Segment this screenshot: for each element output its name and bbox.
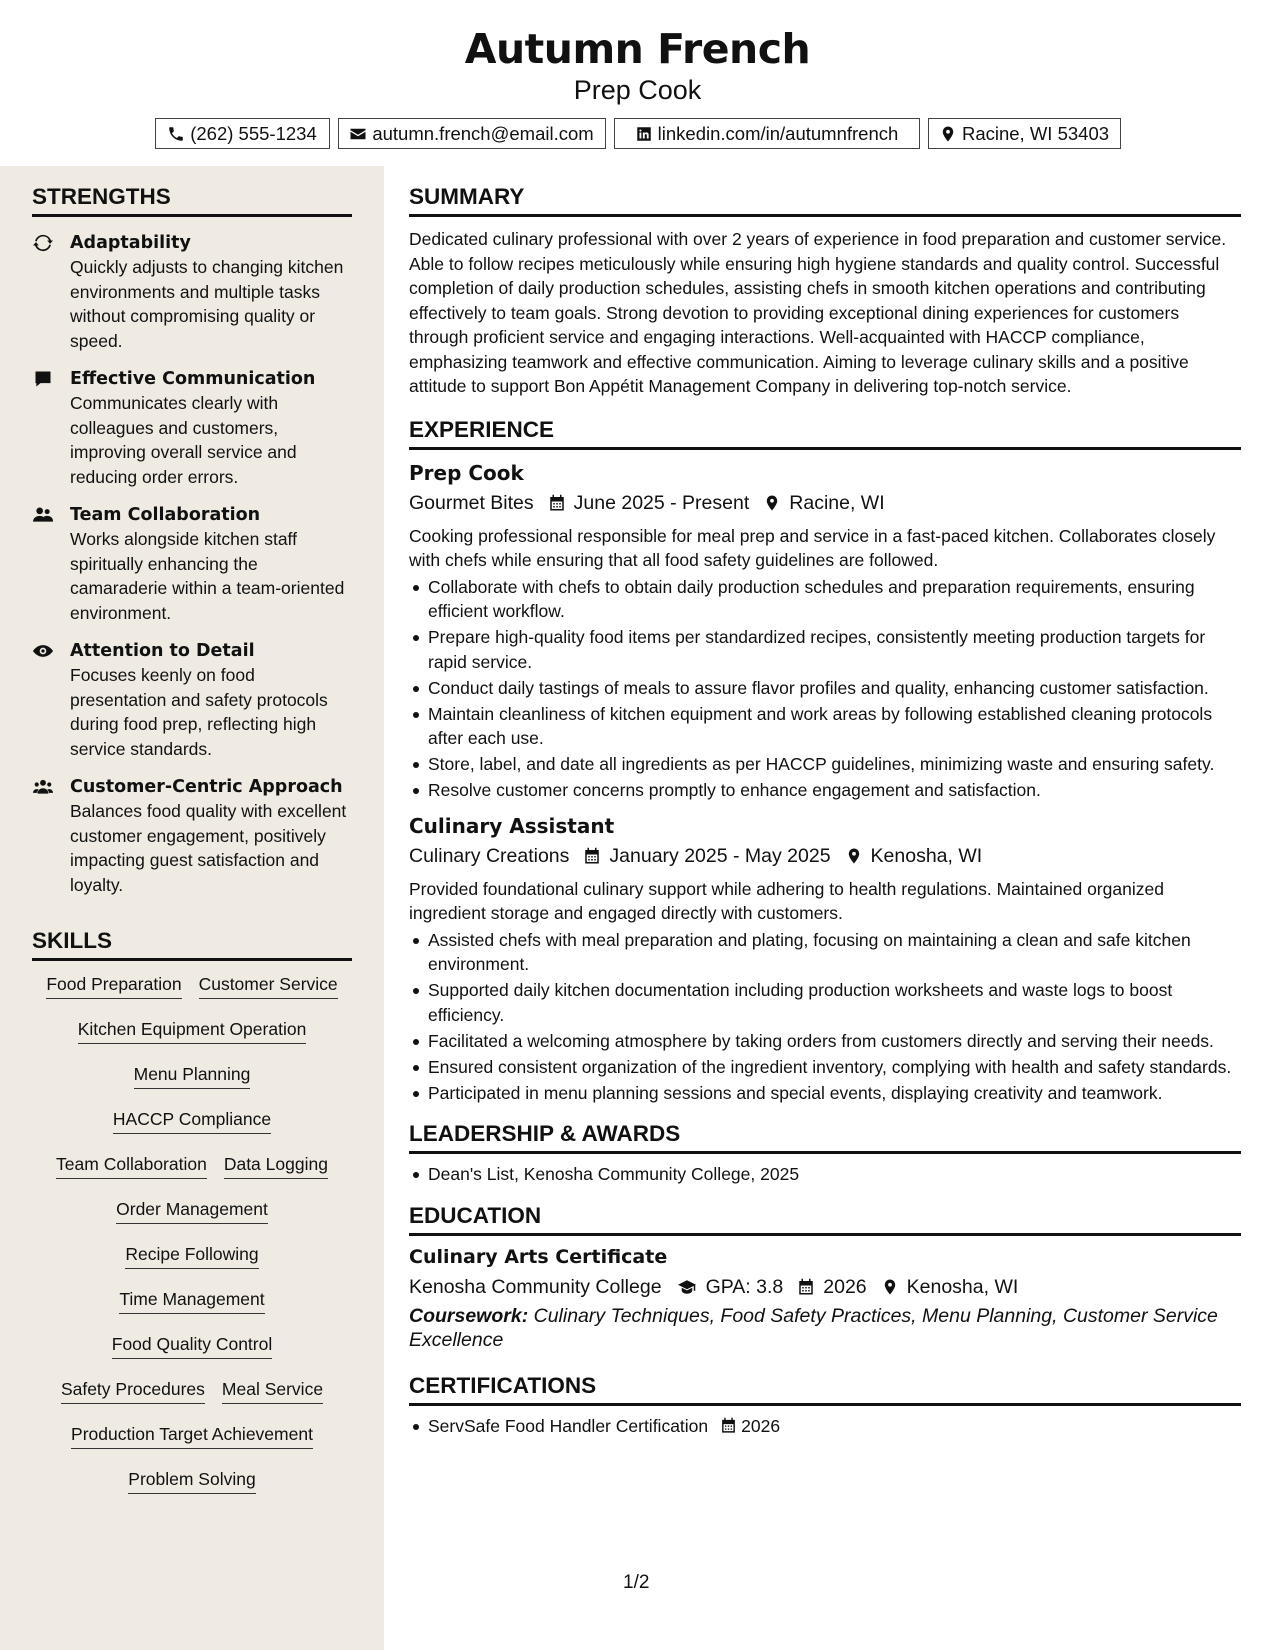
list-item: Store, label, and date all ingredients as per HACCP guidelines, minimizing waste and ensuring safety. [409, 752, 1241, 777]
list-item: Dean's List, Kenosha Community College, 2025 [409, 1162, 1241, 1187]
summary-title: SUMMARY [409, 184, 1241, 217]
job-entry [409, 460, 1241, 803]
contact-location-text: Racine, WI 53403 [961, 122, 1110, 144]
strength-desc: Communicates clearly with colleagues and customers, improving overall service and reducing order errors. [70, 393, 297, 487]
strength-item [32, 639, 352, 761]
job-bullets [409, 928, 1241, 1106]
map-pin-icon [939, 125, 957, 143]
speech-bubble-icon [32, 369, 54, 389]
strength-title: Effective Communication [70, 369, 316, 389]
strength-item [32, 775, 352, 897]
map-pin-icon [881, 1278, 899, 1296]
list-item: Ensured consistent organization of the ingredient inventory, complying with health and safety standards. [409, 1055, 1241, 1080]
map-pin-icon [845, 847, 863, 865]
strength-desc: Quickly adjusts to changing kitchen environments and multiple tasks without compromising quality or speed. [70, 257, 344, 351]
skills-list [32, 973, 352, 1513]
skill-tag: Data Logging [224, 1153, 328, 1179]
strengths-title: STRENGTHS [32, 184, 352, 217]
job-company: Gourmet Bites [409, 491, 534, 514]
skill-tag: Kitchen Equipment Operation [78, 1018, 307, 1044]
summary-text: Dedicated culinary professional with over 2 years of experience in food preparation and customer service. Able to follow recipes meticulously while ensuring high hygiene standards and quality control. Successful completion of daily production schedules, assisting chefs in smooth kitchen operations and contributing effectively to team goals. Strong devotion to providing exceptional dining experiences for customers through proficient service and engaging interactions. Well-acquainted with HACCP compliance, emphasizing teamwork and effective communication. Aiming to leverage culinary skills and a positive attitude to support Bon Appétit Management Company in delivering top-notch service. [409, 229, 1227, 396]
phone-icon [167, 125, 185, 143]
certifications-list [409, 1414, 1241, 1439]
skill-tag: Meal Service [222, 1378, 323, 1404]
skill-tag: Food Quality Control [112, 1333, 273, 1359]
skill-tag: Food Preparation [46, 973, 181, 999]
job-desc: Cooking professional responsible for meal prep and service in a fast-paced kitchen. Collaborates closely with chefs while ensuring that all food safety guidelines are followed. [409, 525, 1216, 570]
skill-row [32, 1288, 352, 1333]
refresh-icon [32, 233, 54, 253]
skill-row [32, 1423, 352, 1468]
certification-name: ServSafe Food Handler Certification [428, 1415, 709, 1436]
coursework-text: Culinary Techniques, Food Safety Practices, Menu Planning, Customer Service Excellence [409, 1304, 1218, 1351]
list-item: Supported daily kitchen documentation including production worksheets and waste logs to boost efficiency. [409, 978, 1241, 1027]
awards-title: LEADERSHIP & AWARDS [409, 1121, 1241, 1154]
job-bullets [409, 575, 1241, 803]
skill-tag: HACCP Compliance [113, 1108, 271, 1134]
list-item: Assisted chefs with meal preparation and plating, focusing on maintaining a clean and safe kitchen environment. [409, 928, 1241, 977]
job-desc: Provided foundational culinary support while adhering to health regulations. Maintained organized ingredient storage and engaged directly with customers. [409, 878, 1164, 923]
awards-list [409, 1162, 1241, 1187]
education-meta [409, 1274, 1241, 1300]
job-location: Kenosha, WI [870, 844, 983, 867]
map-pin-icon [763, 494, 781, 512]
skill-tag: Team Collaboration [56, 1153, 207, 1179]
calendar-icon [548, 494, 566, 512]
skill-tag: Time Management [119, 1288, 264, 1314]
education-degree: Culinary Arts Certificate [409, 1245, 668, 1268]
list-item [409, 1414, 1241, 1439]
list-item: Conduct daily tastings of meals to assure flavor profiles and quality, enhancing customer satisfaction. [409, 676, 1241, 701]
calendar-icon [797, 1278, 815, 1296]
job-title: Culinary Assistant [409, 813, 615, 838]
main-content [409, 166, 1241, 1440]
skill-row [32, 1153, 352, 1198]
education-school: Kenosha Community College [409, 1275, 662, 1298]
certifications-title: CERTIFICATIONS [409, 1373, 1241, 1406]
education-gpa: GPA: 3.8 [705, 1275, 784, 1298]
job-meta [409, 490, 1241, 516]
job-company: Culinary Creations [409, 844, 570, 867]
calendar-icon [583, 847, 601, 865]
contact-email-text[interactable]: autumn.french@email.com [372, 122, 594, 144]
skill-tag: Production Target Achievement [71, 1423, 313, 1449]
contact-phone [155, 118, 330, 149]
skill-row [32, 1018, 352, 1063]
job-location: Racine, WI [789, 491, 885, 514]
envelope-icon [349, 125, 367, 143]
contact-linkedin-text[interactable]: linkedin.com/in/autumnfrench [657, 122, 899, 144]
contact-location [928, 118, 1121, 149]
skill-tag: Recipe Following [125, 1243, 258, 1269]
skill-row [32, 1243, 352, 1288]
strength-item [32, 231, 352, 353]
education-title: EDUCATION [409, 1203, 1241, 1236]
skill-tag: Menu Planning [134, 1063, 251, 1089]
skill-row [32, 1063, 352, 1108]
skill-row [32, 1378, 352, 1423]
list-item: Maintain cleanliness of kitchen equipment and work areas by following established cleaning protocols after each use. [409, 702, 1241, 751]
coursework-label: Coursework: [409, 1304, 529, 1327]
list-item: Collaborate with chefs to obtain daily production schedules and preparation requirements, ensuring efficient workflow. [409, 575, 1241, 624]
graduation-cap-icon [676, 1278, 698, 1296]
job-meta [409, 843, 1241, 869]
strength-title: Customer-Centric Approach [70, 777, 343, 797]
strength-desc: Balances food quality with excellent customer engagement, positively impacting guest satisfaction and loyalty. [70, 801, 347, 895]
certification-year: 2026 [741, 1415, 781, 1436]
education-coursework [409, 1304, 1241, 1353]
skill-row [32, 1108, 352, 1153]
skill-tag: Safety Procedures [61, 1378, 205, 1404]
strength-desc: Focuses keenly on food presentation and safety protocols during food prep, reflecting high service standards. [70, 665, 328, 759]
skill-row [32, 1333, 352, 1378]
skills-title: SKILLS [32, 928, 352, 961]
skill-tag: Problem Solving [128, 1468, 255, 1494]
strength-title: Adaptability [70, 233, 191, 253]
strength-title: Team Collaboration [70, 505, 261, 525]
contact-bar [0, 118, 1275, 149]
strengths-section [32, 184, 352, 897]
page-number: 1/2 [623, 1572, 650, 1593]
list-item: Prepare high-quality food items per standardized recipes, consistently meeting production targets for rapid service. [409, 625, 1241, 674]
experience-title: EXPERIENCE [409, 417, 1241, 450]
contact-email[interactable] [338, 118, 606, 149]
list-item: Participated in menu planning sessions and special events, displaying creativity and teamwork. [409, 1081, 1241, 1106]
skills-section [32, 928, 352, 1513]
skill-row [32, 973, 352, 1018]
calendar-icon [720, 1417, 737, 1434]
resume-header [0, 0, 1275, 149]
job-title: Prep Cook [409, 460, 524, 485]
education-year: 2026 [823, 1275, 867, 1298]
linkedin-icon [635, 125, 653, 143]
eye-icon [32, 641, 54, 661]
skill-tag: Order Management [116, 1198, 268, 1224]
list-item: Resolve customer concerns promptly to enhance engagement and satisfaction. [409, 778, 1241, 803]
strength-desc: Works alongside kitchen staff spiritually enhancing the camaraderie within a team-oriented environment. [70, 529, 345, 623]
strength-item [32, 367, 352, 489]
job-entry [409, 813, 1241, 1106]
skill-tag: Customer Service [199, 973, 338, 999]
users-icon [32, 777, 54, 797]
education-location: Kenosha, WI [906, 1275, 1019, 1298]
contact-phone-text: (262) 555-1234 [190, 122, 317, 144]
sidebar [0, 166, 384, 1650]
contact-linkedin[interactable] [614, 118, 920, 149]
skill-row [32, 1198, 352, 1243]
job-dates: January 2025 - May 2025 [609, 844, 831, 867]
user-group-icon [32, 505, 54, 525]
candidate-role: Prep Cook [573, 75, 702, 105]
skill-row [32, 1468, 352, 1513]
strength-title: Attention to Detail [70, 641, 255, 661]
strength-item [32, 503, 352, 625]
list-item: Facilitated a welcoming atmosphere by taking orders from customers directly and serving their needs. [409, 1029, 1241, 1054]
candidate-name: Autumn French [464, 25, 811, 73]
job-dates: June 2025 - Present [573, 491, 750, 514]
